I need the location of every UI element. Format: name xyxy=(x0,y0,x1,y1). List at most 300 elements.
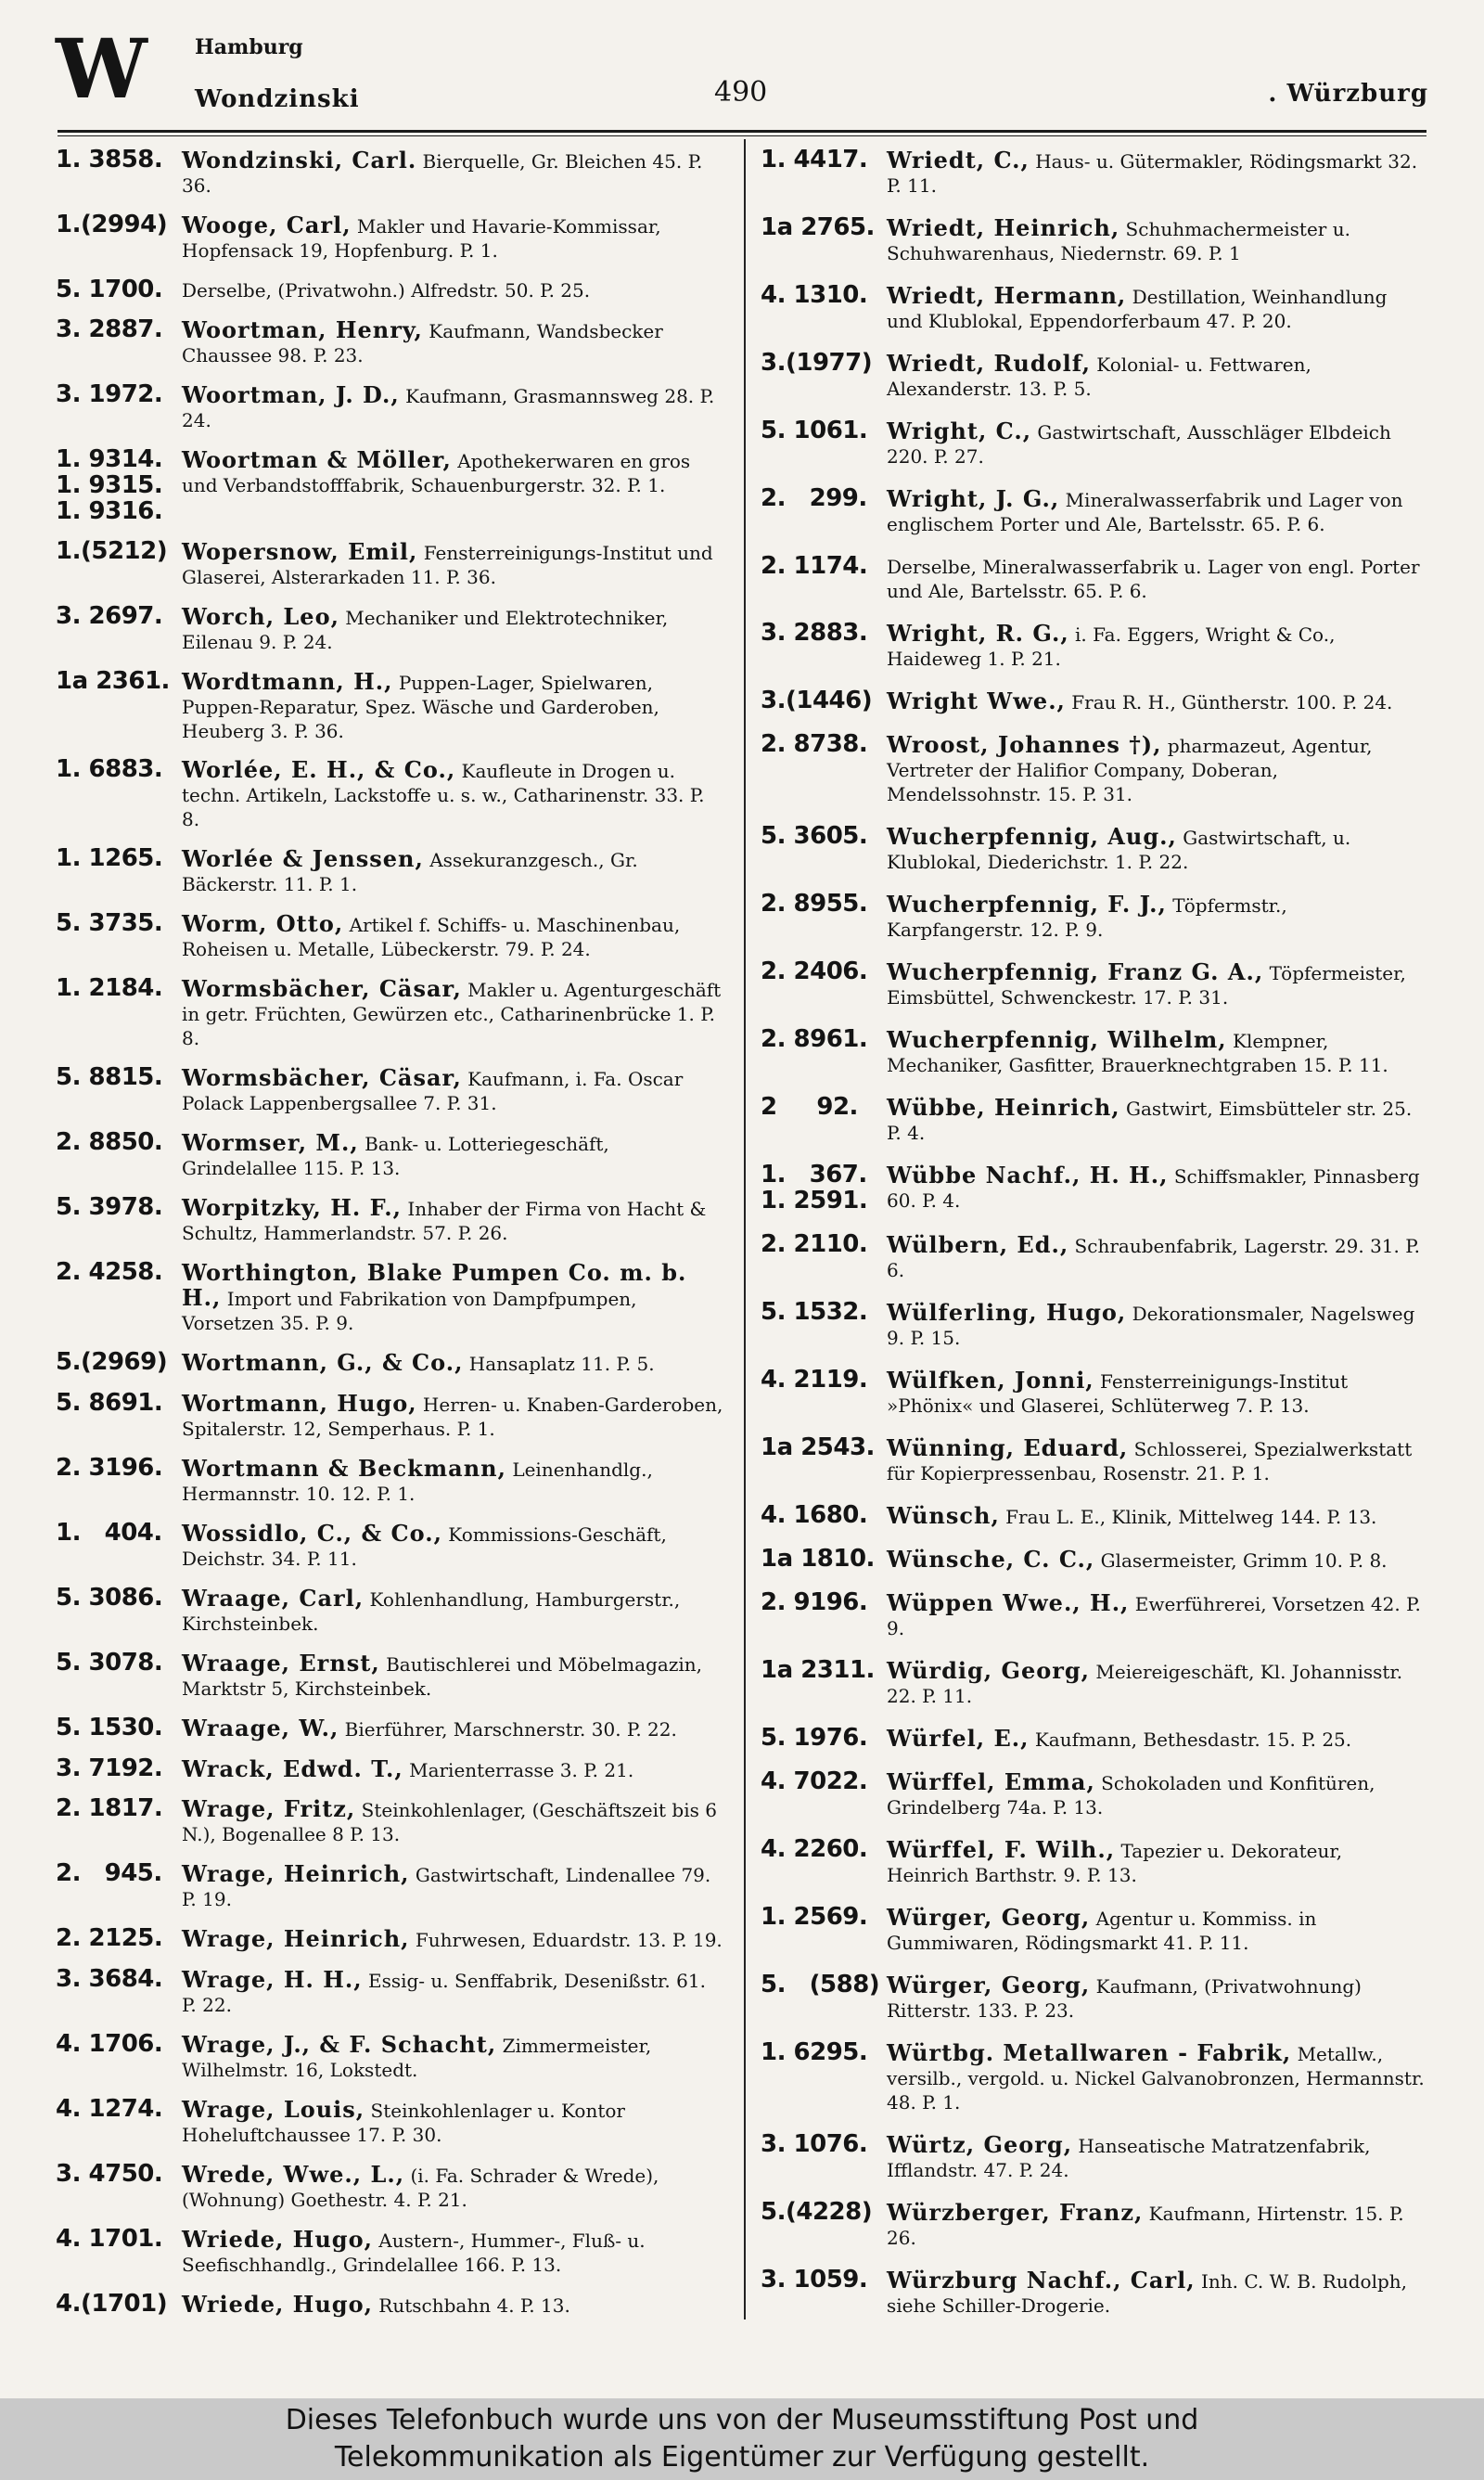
phone-number xyxy=(56,2226,182,2252)
ownership-footer xyxy=(0,2398,1484,2480)
directory-entry xyxy=(56,1585,723,1636)
entry-text xyxy=(887,350,1428,401)
phone-number xyxy=(761,1502,887,1528)
directory-entry xyxy=(56,1129,723,1180)
directory-entry xyxy=(56,975,723,1050)
phone-number xyxy=(56,446,182,524)
phone-number-line: 3. 1076. xyxy=(761,2129,868,2158)
phone-number-line: 5. (588) xyxy=(761,1970,880,1998)
subscriber-name: Wrage, Heinrich, xyxy=(182,1860,410,1888)
subscriber-name: Wriedt, Rudolf, xyxy=(887,350,1091,378)
phone-number-line: 2. 945. xyxy=(56,1859,162,1888)
phone-number-line: 2. 2125. xyxy=(56,1924,163,1953)
directory-entry xyxy=(56,2291,723,2318)
phone-number-line: 1a 2311. xyxy=(761,1655,875,1684)
phone-number-line: 2. 8961. xyxy=(761,1025,868,1054)
phone-number-line: 5. 8815. xyxy=(56,1063,163,1092)
entry-text xyxy=(887,1367,1428,1418)
subscriber-details: Mineralwasserfabrik und Lager von englischem Porter und Ale, Bartelsstr. 65. P. 6. xyxy=(887,489,1403,536)
phone-number-line: 5.(2969) xyxy=(56,1347,168,1376)
entry-text xyxy=(182,2031,723,2082)
phone-number xyxy=(761,620,887,646)
subscriber-details: Fensterreinigungs-Institut und Glaserei, Alsterarkaden 11. P. 36. xyxy=(182,541,713,588)
entry-text xyxy=(887,1725,1428,1752)
phone-number-line: 4. 7022. xyxy=(761,1767,868,1795)
subscriber-name: Worch, Leo, xyxy=(182,602,339,630)
subscriber-name: Wroost, Johannes †), xyxy=(887,731,1162,759)
header-last-name: . Würzburg xyxy=(1268,80,1428,108)
subscriber-name: Wormser, M., xyxy=(182,1129,359,1157)
subscriber-name: Würger, Georg, xyxy=(887,1903,1091,1931)
directory-entry xyxy=(56,1755,723,1782)
phone-number-line: 2. 3196. xyxy=(56,1453,163,1482)
phone-number-line: 3.(1446) xyxy=(761,687,873,715)
subscriber-details: Marienterrasse 3. P. 21. xyxy=(409,1758,634,1781)
phone-number xyxy=(761,1972,887,1998)
directory-entry xyxy=(56,1650,723,1701)
phone-number xyxy=(56,1715,182,1741)
entry-text xyxy=(182,446,723,497)
phone-number-line: 3. 2697. xyxy=(56,601,163,630)
entry-text xyxy=(182,2226,723,2277)
phone-number xyxy=(56,910,182,936)
subscriber-name: Worlée & Jenssen, xyxy=(182,845,424,873)
subscriber-name: Wortmann, G., & Co., xyxy=(182,1348,464,1376)
subscriber-name: Woortman, J. D., xyxy=(182,380,400,408)
subscriber-name: Würfel, E., xyxy=(887,1724,1030,1752)
phone-number-line: 1. 1265. xyxy=(56,844,163,873)
subscriber-details: Inh. C. W. B. Rudolph, siehe Schiller-Drogerie. xyxy=(887,2270,1408,2317)
subscriber-details: Hanseatische Matratzenfabrik, Ifflandstr. 47. P. 24. xyxy=(887,2134,1371,2181)
phone-number xyxy=(761,1589,887,1615)
entry-text xyxy=(887,1589,1428,1640)
phone-number xyxy=(56,845,182,871)
subscriber-name: Würger, Georg, xyxy=(887,1971,1091,1998)
subscriber-details: Dekorationsmaler, Nagelsweg 9. P. 15. xyxy=(887,1302,1415,1349)
entry-text xyxy=(182,1715,723,1741)
phone-number-line: 1. 2591. xyxy=(761,1187,868,1215)
directory-entry xyxy=(761,1904,1428,1955)
phone-number-line: 5. 1061. xyxy=(761,417,868,445)
subscriber-details: Frau L. E., Klinik, Mittelweg 144. P. 13. xyxy=(1005,1505,1377,1528)
subscriber-details: Meiereigeschäft, Kl. Johannisstr. 22. P. 11. xyxy=(887,1660,1403,1707)
directory-entry xyxy=(761,2039,1428,2114)
phone-number-line: 1. 2569. xyxy=(761,1902,868,1931)
subscriber-details: Import und Fabrikation von Dampfpumpen, Vorsetzen 35. P. 9. xyxy=(182,1288,637,1334)
phone-number xyxy=(56,2096,182,2122)
subscriber-name: Würdig, Georg, xyxy=(887,1656,1091,1684)
directory-entry xyxy=(56,1860,723,1911)
subscriber-details: Kaufmann, Bethesdastr. 15. P. 25. xyxy=(1034,1728,1352,1751)
subscriber-details: Bierführer, Marschnerstr. 30. P. 22. xyxy=(344,1717,677,1741)
directory-entry xyxy=(56,276,723,302)
directory-entry xyxy=(761,1546,1428,1573)
phone-number xyxy=(56,1259,182,1285)
phone-number xyxy=(761,1546,887,1572)
subscriber-details: Assekuranzgesch., Gr. Bäckerstr. 11. P. 1. xyxy=(182,849,638,896)
entry-text xyxy=(887,1546,1428,1573)
entry-text xyxy=(887,1299,1428,1350)
directory-entry xyxy=(56,381,723,432)
subscriber-details: Schuhmachermeister u. Schuhwarenhaus, Niedernstr. 69. P. 1 xyxy=(887,218,1350,265)
subscriber-name: Wrede, Wwe., L., xyxy=(182,2161,405,2189)
subscriber-details: Schlosserei, Spezialwerkstatt für Kopierpressenbau, Rosenstr. 21. P. 1. xyxy=(887,1437,1413,1484)
phone-number xyxy=(761,891,887,917)
subscriber-details: Puppen-Lager, Spielwaren, Puppen-Reparatur, Spez. Wäsche und Garderoben, Heuberg 3. P. 36. xyxy=(182,671,659,742)
directory-entry xyxy=(761,282,1428,333)
directory-entry xyxy=(56,316,723,367)
subscriber-name: Wülfken, Jonni, xyxy=(887,1366,1094,1394)
phone-number-line: 2. 4258. xyxy=(56,1258,163,1286)
subscriber-details: Klempner, Mechaniker, Gasfitter, Brauerknechtgraben 15. P. 11. xyxy=(887,1030,1388,1077)
entry-text xyxy=(182,1390,723,1441)
phone-number xyxy=(56,1194,182,1220)
left-column xyxy=(56,147,723,2318)
subscriber-details: Bierquelle, Gr. Bleichen 45. P. 36. xyxy=(182,150,703,197)
phone-number xyxy=(761,1162,887,1214)
subscriber-details: Essig- u. Senffabrik, Desenißstr. 61. P. 22. xyxy=(182,1970,706,2017)
entry-text xyxy=(887,1231,1428,1282)
phone-number xyxy=(56,1925,182,1951)
entry-text xyxy=(887,2267,1428,2318)
phone-number xyxy=(56,1966,182,1992)
subscriber-name: Wriedt, C., xyxy=(887,147,1030,173)
entry-text xyxy=(887,620,1428,671)
phone-number xyxy=(761,687,887,713)
phone-number xyxy=(761,958,887,984)
entry-text xyxy=(182,1064,723,1115)
entry-text xyxy=(182,1795,723,1846)
entry-text xyxy=(887,687,1428,714)
directory-entry xyxy=(56,756,723,831)
section-letter: W xyxy=(56,20,146,117)
subscriber-name: Worthington, Blake Pumpen Co. m. b. H., xyxy=(182,1259,687,1311)
subscriber-name: Wrage, J., & F. Schacht, xyxy=(182,2031,497,2059)
phone-number xyxy=(56,668,182,694)
phone-number-line: 4. 2119. xyxy=(761,1365,868,1394)
phone-number xyxy=(761,1094,887,1120)
phone-number-line: 1a 2543. xyxy=(761,1433,875,1461)
entry-text xyxy=(182,1755,723,1782)
subscriber-details: Zimmermeister, Wilhelmstr. 16, Lokstedt. xyxy=(182,2035,652,2082)
directory-entry xyxy=(56,147,723,198)
phone-number-line: 1. 6883. xyxy=(56,755,163,784)
entry-text xyxy=(182,668,723,743)
subscriber-details: Kommissions-Geschäft, Deichstr. 34. P. 11. xyxy=(182,1523,667,1570)
entry-text xyxy=(182,975,723,1050)
subscriber-name: Wucherpfennig, Aug., xyxy=(887,823,1177,851)
phone-number xyxy=(761,282,887,308)
directory-entry xyxy=(761,823,1428,874)
directory-entry xyxy=(761,418,1428,469)
subscriber-name: Wright, R. G., xyxy=(887,620,1069,648)
phone-number-line: 2. 2110. xyxy=(761,1229,868,1258)
entry-text xyxy=(887,1502,1428,1529)
subscriber-details: Steinkohlenlager, (Geschäftszeit bis 6 N.), Bogenallee 8 P. 13. xyxy=(182,1799,717,1846)
phone-number xyxy=(761,823,887,849)
subscriber-details: Leinenhandlg., Hermannstr. 10. 12. P. 1. xyxy=(182,1458,653,1505)
entry-text xyxy=(182,1585,723,1636)
subscriber-details: Töpfermeister, Eimsbüttel, Schwenckestr. 17. P. 31. xyxy=(887,962,1406,1009)
subscriber-name: Wrage, Fritz, xyxy=(182,1795,356,1823)
phone-number-line: 1.(2994) xyxy=(56,210,168,238)
subscriber-details: Herren- u. Knaben-Garderoben, Spitalerstr. 12, Semperhaus. P. 1. xyxy=(182,1393,723,1440)
phone-number-line: 2 92. xyxy=(761,1093,858,1122)
subscriber-name: Wriede, Hugo, xyxy=(182,2290,373,2318)
subscriber-details: Fensterreinigungs-Institut »Phönix« und Glaserei, Schlüterweg 7. P. 13. xyxy=(887,1369,1349,1417)
entry-text xyxy=(182,2096,723,2147)
subscriber-details: Kaufmann, Grasmannsweg 28. P. 24. xyxy=(182,384,715,431)
entry-text xyxy=(887,1972,1428,2023)
directory-entry xyxy=(56,1715,723,1741)
phone-number-line: 1. 3858. xyxy=(56,146,163,173)
subscriber-name: Worm, Otto, xyxy=(182,910,344,938)
entry-text xyxy=(887,1836,1428,1887)
footer-line-2: Telekommunikation als Eigentümer zur Verfügung gestellt. xyxy=(334,2441,1150,2474)
phone-number xyxy=(56,2161,182,2187)
phone-number-line: 1. 367. xyxy=(761,1161,867,1189)
subscriber-details: Schraubenfabrik, Lagerstr. 29. 31. P. 6. xyxy=(887,1234,1421,1281)
subscriber-name: Wraage, Carl, xyxy=(182,1584,365,1612)
phone-number xyxy=(56,2291,182,2317)
directory-entry xyxy=(761,1026,1428,1077)
phone-number-line: 5. 3086. xyxy=(56,1583,163,1612)
phone-number xyxy=(761,553,887,579)
entry-text xyxy=(182,381,723,432)
header-first-name: Wondzinski xyxy=(195,85,360,113)
header-rule xyxy=(58,130,1426,133)
phone-number xyxy=(761,1657,887,1683)
phone-number-line: 1. 9314. xyxy=(56,444,163,473)
phone-number xyxy=(761,1026,887,1052)
phone-number-line: 1. 9315. xyxy=(56,470,163,499)
phone-number-line: 5. 8691. xyxy=(56,1388,163,1417)
entry-text xyxy=(182,1860,723,1911)
directory-entry xyxy=(56,1259,723,1335)
subscriber-details: Inhaber der Firma von Hacht & Schultz, Hammerlandstr. 57. P. 26. xyxy=(182,1198,707,1245)
subscriber-details: Haus- u. Gütermakler, Rödingsmarkt 32. P. 11. xyxy=(887,150,1418,197)
phone-number xyxy=(56,756,182,782)
directory-entry xyxy=(761,485,1428,536)
phone-number xyxy=(56,1390,182,1416)
subscriber-name: Wübbe, Heinrich, xyxy=(887,1094,1120,1122)
subscriber-details: Kaufmann, i. Fa. Oscar Polack Lappenbergsallee 7. P. 31. xyxy=(182,1068,684,1115)
subscriber-details: Töpfermstr., Karpfangerstr. 12. P. 9. xyxy=(887,894,1287,942)
entry-text xyxy=(182,1349,723,1376)
phone-number-line: 3. 7192. xyxy=(56,1754,163,1782)
subscriber-details: Hansaplatz 11. P. 5. xyxy=(468,1352,655,1375)
phone-number xyxy=(761,1434,887,1460)
directory-entry xyxy=(56,1925,723,1952)
subscriber-name: Würzburg Nachf., Carl, xyxy=(887,2267,1196,2294)
entry-text xyxy=(182,2161,723,2212)
subscriber-name: Wortmann, Hugo, xyxy=(182,1389,417,1417)
entry-text xyxy=(182,147,723,198)
directory-entry xyxy=(56,668,723,743)
directory-entry xyxy=(56,910,723,961)
directory-entry xyxy=(761,1231,1428,1282)
phone-number xyxy=(761,418,887,443)
entry-text xyxy=(182,756,723,831)
entry-text xyxy=(887,2199,1428,2250)
subscriber-name: Wrage, Heinrich, xyxy=(182,1925,410,1953)
phone-number xyxy=(761,2267,887,2293)
subscriber-name: Würzberger, Franz, xyxy=(887,2198,1144,2226)
subscriber-name: Wright, C., xyxy=(887,418,1032,445)
entry-text xyxy=(887,891,1428,942)
subscriber-name: Wright Wwe., xyxy=(887,687,1066,715)
subscriber-name: Würtbg. Metallwaren - Fabrik, xyxy=(887,2038,1292,2066)
phone-number-line: 1a 1810. xyxy=(761,1544,875,1573)
entry-text xyxy=(887,485,1428,536)
phone-number-line: 5. 1532. xyxy=(761,1297,868,1326)
phone-number xyxy=(761,485,887,511)
phone-number xyxy=(56,1650,182,1676)
subscriber-name: Würtz, Georg, xyxy=(887,2130,1073,2158)
directory-entry xyxy=(761,214,1428,265)
entry-text xyxy=(887,1026,1428,1077)
phone-number-line: 3. 4750. xyxy=(56,2160,163,2189)
subscriber-name: Wormsbächer, Cäsar, xyxy=(182,1064,462,1092)
phone-number xyxy=(56,975,182,1001)
entry-text xyxy=(887,1162,1428,1213)
phone-number-line: 3. 1059. xyxy=(761,2266,868,2294)
directory-entry xyxy=(56,1390,723,1441)
subscriber-name: Wright, J. G., xyxy=(887,485,1060,513)
directory-entry xyxy=(761,1972,1428,2023)
phone-number-line: 1. 9316. xyxy=(56,496,163,525)
subscriber-name: Wormsbächer, Cäsar, xyxy=(182,975,462,1003)
phone-number-line: 4. 1701. xyxy=(56,2225,163,2253)
subscriber-name: Wondzinski, Carl. xyxy=(182,147,417,173)
subscriber-name: Wortmann & Beckmann, xyxy=(182,1454,506,1482)
subscriber-details: Kaufmann, (Privatwohnung) Ritterstr. 133. P. 23. xyxy=(887,1974,1362,2022)
subscriber-name: Wrack, Edwd. T., xyxy=(182,1754,403,1782)
directory-entry xyxy=(761,891,1428,942)
subscriber-details: Glasermeister, Grimm 10. P. 8. xyxy=(1100,1548,1388,1572)
phone-number-line: 1. 4417. xyxy=(761,146,868,173)
entry-text xyxy=(887,1904,1428,1955)
phone-number-line: 2. 8850. xyxy=(56,1128,163,1157)
subscriber-details: Kohlenhandlung, Hamburgerstr., Kirchsteinbek. xyxy=(182,1587,681,1635)
directory-entry xyxy=(761,1434,1428,1485)
phone-number xyxy=(56,1349,182,1375)
directory-entry xyxy=(761,2131,1428,2182)
phone-number xyxy=(761,1299,887,1325)
footer-line-1: Dieses Telefonbuch wurde uns von der Museumsstiftung Post und xyxy=(285,2404,1199,2436)
phone-number xyxy=(761,1725,887,1751)
directory-entry xyxy=(761,687,1428,714)
subscriber-details: Steinkohlenlager u. Kontor Hoheluftchaussee 17. P. 30. xyxy=(182,2100,625,2147)
phone-number xyxy=(56,1455,182,1481)
entry-text xyxy=(887,1768,1428,1819)
directory-entry xyxy=(761,620,1428,671)
entry-text xyxy=(182,1925,723,1952)
entry-text xyxy=(182,212,723,263)
subscriber-name: Wucherpfennig, F. J., xyxy=(887,891,1167,919)
directory-entry xyxy=(56,845,723,896)
phone-number xyxy=(761,2039,887,2065)
directory-entry xyxy=(761,350,1428,401)
entry-text xyxy=(887,214,1428,265)
subscriber-name: Wraage, Ernst, xyxy=(182,1649,380,1677)
phone-number xyxy=(56,212,182,238)
phone-number xyxy=(761,147,887,173)
phone-number-line: 2. 9196. xyxy=(761,1587,868,1616)
phone-number-line: 5. 3078. xyxy=(56,1648,163,1677)
phone-number xyxy=(761,1367,887,1393)
page-number: 490 xyxy=(714,76,768,109)
subscriber-name: Wüppen Wwe., H., xyxy=(887,1588,1130,1616)
subscriber-details: Gastwirtschaft, u. Klublokal, Diederichstr. 1. P. 22. xyxy=(887,827,1351,874)
phone-number-line: 5.(4228) xyxy=(761,2197,873,2226)
phone-number xyxy=(56,603,182,629)
phone-number-line: 3. 3684. xyxy=(56,1965,163,1994)
subscriber-name: Woortman & Möller, xyxy=(182,445,452,473)
phone-number-line: 2. 8955. xyxy=(761,890,868,919)
entry-text xyxy=(887,958,1428,1009)
subscriber-details: (i. Fa. Schrader & Wrede), (Wohnung) Goethestr. 4. P. 21. xyxy=(182,2165,659,2212)
directory-entry xyxy=(761,147,1428,198)
phone-number xyxy=(56,1520,182,1546)
entry-text xyxy=(182,910,723,961)
phone-number xyxy=(761,214,887,240)
page-header xyxy=(56,20,1428,130)
directory-entry xyxy=(56,1349,723,1376)
phone-number xyxy=(56,381,182,407)
directory-entry xyxy=(761,1299,1428,1350)
subscriber-details: Gastwirtschaft, Lindenallee 79. P. 19. xyxy=(182,1864,711,1911)
directory-entry xyxy=(761,1367,1428,1418)
entry-text xyxy=(182,316,723,367)
phone-number xyxy=(761,1904,887,1930)
directory-entry xyxy=(56,603,723,654)
entry-text xyxy=(887,418,1428,469)
directory-entry xyxy=(56,2226,723,2277)
entry-text xyxy=(887,2131,1428,2182)
phone-number xyxy=(56,276,182,302)
subscriber-name: Wriedt, Hermann, xyxy=(887,282,1127,310)
directory-entry xyxy=(761,553,1428,603)
phone-number-line: 2. 1817. xyxy=(56,1794,163,1823)
subscriber-name: Würffel, F. Wilh., xyxy=(887,1835,1116,1863)
entry-text xyxy=(182,1650,723,1701)
entry-text xyxy=(887,823,1428,874)
phone-number xyxy=(56,316,182,342)
subscriber-details: Kaufmann, Hirtenstr. 15. P. 26. xyxy=(887,2202,1404,2249)
phone-number-line: 1a 2361. xyxy=(56,666,170,695)
directory-entry xyxy=(56,1194,723,1245)
directory-entry xyxy=(56,212,723,263)
phone-number-line: 3. 2883. xyxy=(761,619,868,648)
subscriber-details: Makler u. Agenturgeschäft in getr. Früchten, Gewürzen etc., Catharinenbrücke 1. P. 8. xyxy=(182,979,722,1050)
entry-text xyxy=(887,1094,1428,1145)
subscriber-details: Metallw., versilb., vergold. u. Nickel Galvanobronzen, Hermannstr. 48. P. 1. xyxy=(887,2042,1425,2114)
subscriber-name: Woortman, Henry, xyxy=(182,315,423,343)
directory-entry xyxy=(56,1064,723,1115)
subscriber-details: Bank- u. Lotteriegeschäft, Grindelallee 115. P. 13. xyxy=(182,1133,609,1180)
phone-number xyxy=(761,731,887,757)
directory-entry xyxy=(56,1520,723,1571)
entry-text xyxy=(887,553,1428,603)
phone-number-line: 4.(1701) xyxy=(56,2289,168,2318)
phone-number-line: 2. 2406. xyxy=(761,957,868,986)
subscriber-details: Schokoladen und Konfitüren, Grindelberg 74a. P. 13. xyxy=(887,1771,1375,1818)
subscriber-details: Tapezier u. Dekorateur, Heinrich Barthstr. 9. P. 13. xyxy=(887,1839,1343,1886)
header-rule-thin xyxy=(58,135,1426,136)
phone-number xyxy=(56,1064,182,1090)
phone-number xyxy=(56,1129,182,1155)
